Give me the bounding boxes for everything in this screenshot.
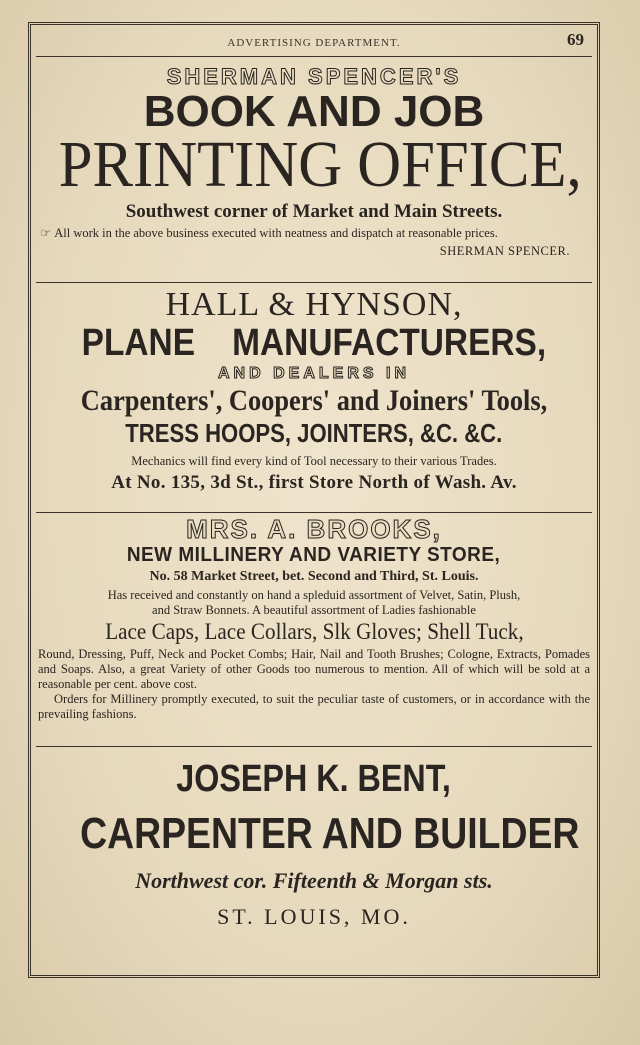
hall-products: TRESS HOOPS, JOINTERS, &C. &C. [125,418,503,448]
page-number: 69 [567,30,584,49]
hall-address: At No. 135, 3d St., first Store North of Wash. Av. [111,472,517,493]
brooks-address: No. 58 Market Street, bet. Second and Third, St. Louis. [149,569,479,584]
divider-2 [36,512,592,513]
spencer-signature: SHERMAN SPENCER. [439,244,570,258]
bent-address: Northwest cor. Fifteenth & Morgan sts. [135,868,493,893]
ad-spencer [36,66,592,259]
bent-trade: CARPENTER AND BUILDER [80,809,580,858]
divider-1 [36,282,592,283]
brooks-feature-goods: Lace Caps, Lace Collars, Slk Gloves; Shell Tuck, [104,619,524,644]
spencer-name: SHERMAN SPENCER'S [166,64,462,89]
hall-dealers-in: AND DEALERS IN [217,365,410,382]
hall-mechanics-note: Mechanics will find every kind of Tool necessary to their various Trades. [131,454,497,468]
brooks-orders: Orders for Millinery promptly executed, to suit the peculiar taste of customers, or in accordance with the prevailing fashions. [38,692,590,721]
brooks-intro-2: and Straw Bonnets. A beautiful assortment of Ladies fashionable [152,603,476,617]
brooks-intro-1: Has received and constantly on hand a spleduid assortment of Velvet, Satin, Plush, [107,588,521,602]
hand-pointer-icon: ☞ [40,226,52,240]
divider-3 [36,746,592,747]
brooks-name: MRS. A. BROOKS, [186,514,442,544]
spencer-address: Southwest corner of Market and Main Streets. [125,201,503,222]
ad-brooks [36,516,592,722]
brooks-store: NEW MILLINERY AND VARIETY STORE, [127,544,501,566]
bent-city: ST. LOUIS, MO. [217,904,411,929]
brooks-body: Round, Dressing, Puff, Neck and Pocket Combs; Hair, Nail and Tooth Brushes; Cologne, Extracts, Pomades and Soaps. Also, a great Variety of other Goods too numerous to mention. All of which will be sold at a reasonable per cent. above cost. [38,647,590,691]
hall-name: HALL & HYNSON, [165,286,463,323]
ad-bent [36,760,592,928]
bent-name: JOSEPH K. BENT, [176,758,452,800]
hall-tools: Carpenters', Coopers' and Joiners' Tools, [80,384,548,417]
spencer-headline-2: PRINTING OFFICE, [58,128,582,201]
running-head-title: ADVERTISING DEPARTMENT. [227,37,401,49]
spencer-body: All work in the above business executed with neatness and dispatch at reasonable prices. [54,226,498,240]
ad-hall-hynson [36,288,592,492]
running-head [36,28,592,57]
spencer-headline-1: BOOK AND JOB [143,87,485,136]
hall-headline: PLANE MANUFACTURERS, [81,322,547,364]
